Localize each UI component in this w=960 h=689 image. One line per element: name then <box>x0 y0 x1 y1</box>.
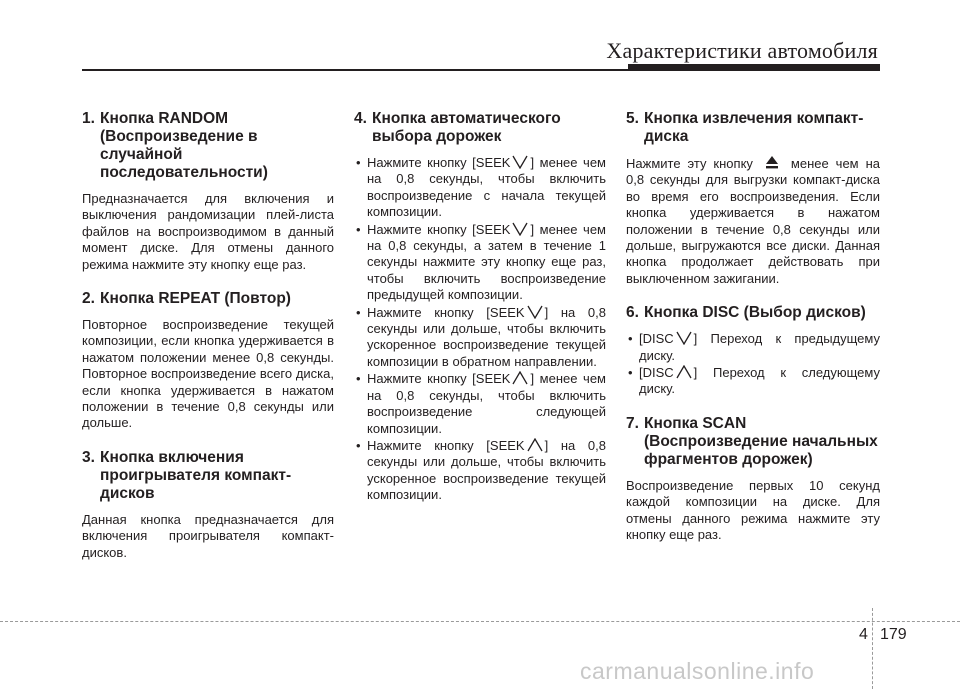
section-repeat-body: Повторное воспроизведение текущей композиции, если кнопка удерживается в нажатом положении менее 0,8 секунды. Повторное воспроизведение всего диска, если кнопка удерживается в нажатом положении в течение 0,8 секунды или дольше. <box>82 317 334 431</box>
seek-down-icon <box>512 155 528 169</box>
list-item: • [DISC ] Переход к следующему диску. <box>626 365 880 398</box>
section-scan-body: Воспроизведение первых 10 секунд каждой композиции на диске. Для отмены данного режима нажмите эту кнопку еще раз. <box>626 477 880 543</box>
header-rule <box>82 69 880 71</box>
disc-bullet-list <box>626 331 880 398</box>
section-scan-heading: 7. Кнопка SCAN (Воспроизведение начальных фрагментов дорожек) <box>626 414 878 468</box>
seek-up-icon <box>527 438 543 452</box>
watermark: carmanualsonline.info <box>580 658 815 684</box>
list-item: • Нажмите кнопку [SEEK ] менее чем на 0,8 секунды, а затем в течение 1 секунды нажмите эту кнопку еще раз, чтобы включить воспроизведение предыдущей композиции. <box>354 222 606 304</box>
section-cd-power-heading: 3. Кнопка включения проигрывателя компакт-дисков <box>82 448 292 502</box>
section-disc-heading: 6. Кнопка DISC (Выбор дисков) <box>626 304 866 322</box>
list-item: • Нажмите кнопку [SEEK ] на 0,8 секунды или дольше, чтобы включить ускоренное воспроизведение текущей композиции. <box>354 438 606 504</box>
section-cd-power-body: Данная кнопка предназначается для включения проигрывателя компакт-дисков. <box>82 511 334 560</box>
seek-up-icon <box>512 371 528 385</box>
list-item: • [DISC ] Переход к предыдущему диску. <box>626 331 880 364</box>
chapter-number: 4 <box>859 626 868 643</box>
seek-bullet-list <box>354 155 606 504</box>
footer-divider <box>0 621 960 622</box>
disc-up-icon <box>676 365 692 379</box>
seek-down-icon <box>527 305 543 319</box>
disc-down-icon <box>676 331 692 345</box>
column-right <box>626 110 880 561</box>
section-seek-heading: 4. Кнопка автоматического выбора дорожек <box>354 110 561 145</box>
seek-down-icon <box>512 222 528 236</box>
page-header-title: Характеристики автомобиля <box>606 38 878 63</box>
section-random-heading: 1. Кнопка RANDOM (Воспроизведение в случайной последовательности) <box>82 110 268 181</box>
column-middle <box>354 110 606 514</box>
column-left <box>82 110 334 578</box>
list-item: • Нажмите кнопку [SEEK ] на 0,8 секунды или дольше, чтобы включить ускоренное воспроизведение текущей композиции в обратном направлении. <box>354 305 606 371</box>
section-random-body: Предназначается для включения и выключения рандомизации плей-листа файлов на воспроизводимом в данный момент диске. Для отмены данного режима нажмите эту кнопку еще раз. <box>82 191 334 272</box>
list-item: • Нажмите кнопку [SEEK ] менее чем на 0,8 секунды, чтобы включить воспроизведение с начала текущей композиции. <box>354 155 606 221</box>
section-repeat-heading: 2. Кнопка REPEAT (Повтор) <box>82 290 291 308</box>
page-number: 179 <box>880 626 907 643</box>
section-eject-heading: 5. Кнопка извлечения компакт- диска <box>626 110 864 145</box>
list-item: • Нажмите кнопку [SEEK ] менее чем на 0,8 секунды, чтобы включить воспроизведение следующей композиции. <box>354 371 606 437</box>
eject-icon <box>765 155 779 169</box>
section-eject-body: Нажмите эту кнопку менее чем на 0,8 секунды для выгрузки компакт-диска во время его воспроизведения. Если кнопка удерживается в нажатом положении в течение 0,8 секунды или дольше, выгружаются все диски. Данная кнопка продолжает действовать при выключенном зажигании. <box>626 156 880 286</box>
footer-vertical-divider <box>872 608 873 689</box>
